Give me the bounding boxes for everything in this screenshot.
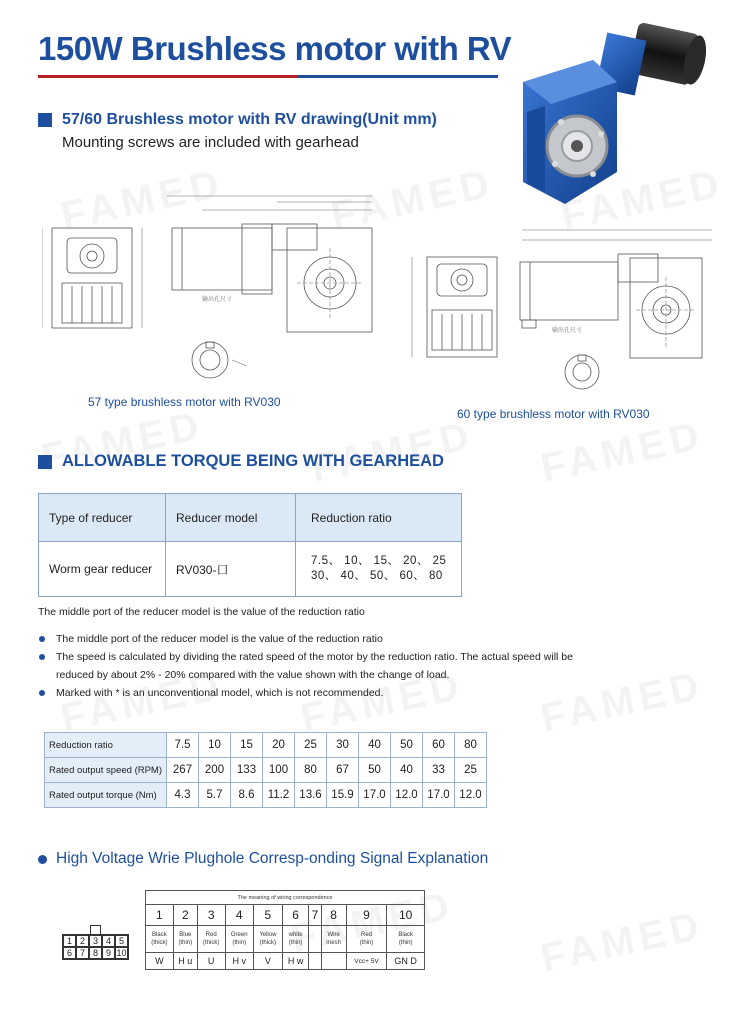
pin-number-cell: 2 (173, 905, 197, 926)
pin-number-cell: 1 (146, 905, 174, 926)
signal-cell (309, 953, 321, 970)
section-heading-drawing: 57/60 Brushless motor with RV drawing(Unit mm) (38, 111, 437, 129)
wire-color-cell: Red (thin) (346, 926, 387, 953)
list-item: The middle port of the reducer model is the value of the reduction ratio (38, 630, 598, 648)
table-cell: 10 (199, 733, 231, 758)
table-cell: 20 (263, 733, 295, 758)
performance-table (44, 732, 487, 808)
table-cell: 5.7 (199, 783, 231, 808)
table-cell: 33 (423, 758, 455, 783)
table-cell: 12.0 (391, 783, 423, 808)
row-label: Rated output torque (Nm) (45, 783, 167, 808)
wire-color-cell (309, 926, 321, 953)
col-header-type: Type of reducer (39, 494, 166, 542)
plug-pin-label: 6 (63, 947, 76, 959)
pin-number-cell: 4 (225, 905, 253, 926)
section-square-icon (38, 455, 52, 469)
reducer-model-cell: RV030-口 (166, 542, 296, 597)
plug-pin-label: 1 (63, 935, 76, 947)
wire-color-cell: Wire mesh (321, 926, 346, 953)
drawing-57-type (42, 188, 402, 388)
plug-pin-label: 5 (115, 935, 128, 947)
table-header-row (39, 494, 462, 542)
table-cell: 50 (391, 733, 423, 758)
table-row (146, 905, 425, 926)
reducer-type-cell: Worm gear reducer (39, 542, 166, 597)
table-cell: 4.3 (167, 783, 199, 808)
caption-60-type: 60 type brushless motor with RV030 (457, 407, 650, 421)
section-heading-torque: ALLOWABLE TORQUE BEING WITH GEARHEAD (38, 452, 444, 471)
page-title: 150W Brushless motor with RV (38, 30, 512, 67)
signal-cell (321, 953, 346, 970)
plug-latch-icon (90, 925, 101, 934)
plug-pin-grid (62, 934, 129, 960)
wire-color-cell: Red (thick) (197, 926, 225, 953)
table-cell: 60 (423, 733, 455, 758)
section-square-icon (38, 113, 52, 127)
wiring-table (145, 890, 425, 970)
table-cell: 12.0 (455, 783, 487, 808)
plug-pin-label: 8 (89, 947, 102, 959)
wire-color-cell: Yellow (thick) (253, 926, 282, 953)
col-header-model: Reducer model (166, 494, 296, 542)
pin-number-cell: 10 (387, 905, 425, 926)
row-label: Reduction ratio (45, 733, 167, 758)
signal-cell: H w (282, 953, 308, 970)
watermark (537, 903, 708, 981)
table-row (45, 733, 487, 758)
table-cell: 40 (391, 758, 423, 783)
signal-cell: U (197, 953, 225, 970)
table-row (45, 758, 487, 783)
table-cell: 25 (295, 733, 327, 758)
signal-cell: H u (173, 953, 197, 970)
wiring-caption-row (146, 891, 425, 905)
table-cell: 267 (167, 758, 199, 783)
plug-pin-label: 3 (89, 935, 102, 947)
pin-number-cell: 9 (346, 905, 387, 926)
plug-pin-label: 7 (76, 947, 89, 959)
table-cell: 17.0 (423, 783, 455, 808)
table-cell: 200 (199, 758, 231, 783)
reduction-ratio-cell (296, 542, 462, 597)
section-heading-wiring: High Voltage Wrie Plughole Corresp-onding Signal Explanation (38, 850, 488, 868)
list-item: The speed is calculated by dividing the rated speed of the motor by the reduction ratio. The actual speed will be reduced by about 2% - 20% compared with the value shown with the change of load. (38, 648, 598, 684)
table-cell: 8.6 (231, 783, 263, 808)
table-cell: 15 (231, 733, 263, 758)
pin-number-cell: 3 (197, 905, 225, 926)
table-cell: 11.2 (263, 783, 295, 808)
ratios-line: 30、 40、 50、 60、 80 (311, 570, 443, 582)
table-cell: 80 (295, 758, 327, 783)
table-cell: 17.0 (359, 783, 391, 808)
bullet-dot-icon (38, 855, 47, 864)
signal-cell: W (146, 953, 174, 970)
table-cell: 7.5 (167, 733, 199, 758)
row-label: Rated output speed (RPM) (45, 758, 167, 783)
col-header-ratio: Reduction ratio (296, 494, 462, 542)
pin-number-cell: 8 (321, 905, 346, 926)
wiring-table-caption: The meaning of wiring correspondence (146, 891, 425, 905)
signal-cell: Vcc+ 5V (346, 953, 387, 970)
table-cell: 40 (359, 733, 391, 758)
plug-pin-label: 10 (116, 948, 127, 958)
table-cell: 80 (455, 733, 487, 758)
svg-text:输出孔尺寸: 输出孔尺寸 (552, 328, 583, 334)
product-photo (505, 22, 715, 227)
pin-number-cell: 7 (309, 905, 321, 926)
table-row (39, 542, 462, 597)
connector-plug-diagram (62, 934, 129, 960)
section-subtitle: Mounting screws are included with gearhead (62, 134, 359, 151)
ratios-line: 7.5、 10、 15、 20、 25 (311, 555, 447, 567)
reducer-table (38, 493, 462, 597)
table-cell: 133 (231, 758, 263, 783)
plug-pin-label: 4 (102, 935, 115, 947)
table-cell: 13.6 (295, 783, 327, 808)
wire-color-cell: Black (thin) (387, 926, 425, 953)
pin-number-cell: 5 (253, 905, 282, 926)
table-row (146, 953, 425, 970)
plug-pin-label: 2 (76, 935, 89, 947)
table-cell: 25 (455, 758, 487, 783)
wire-color-cell: Black (thick) (146, 926, 174, 953)
signal-cell: V (253, 953, 282, 970)
reducer-note: The middle port of the reducer model is the value of the reduction ratio (38, 606, 365, 618)
table-cell: 50 (359, 758, 391, 783)
table-cell: 15.9 (327, 783, 359, 808)
wire-color-cell: white (thin) (282, 926, 308, 953)
pin-number-cell: 6 (282, 905, 308, 926)
table-row (45, 783, 487, 808)
plug-pin-label: 9 (102, 947, 115, 959)
notes-list (38, 630, 598, 702)
caption-57-type: 57 type brushless motor with RV030 (88, 395, 281, 409)
svg-text:输出孔尺寸: 输出孔尺寸 (202, 297, 233, 303)
table-cell: 67 (327, 758, 359, 783)
title-underline (38, 75, 498, 78)
table-cell: 30 (327, 733, 359, 758)
list-item: Marked with * is an unconventional model, which is not recommended. (38, 684, 598, 702)
table-row (146, 926, 425, 953)
signal-cell: H v (225, 953, 253, 970)
table-cell: 100 (263, 758, 295, 783)
drawing-60-type (392, 222, 732, 402)
watermark (537, 413, 708, 491)
signal-cell: GN D (387, 953, 425, 970)
wire-color-cell: Blue (thin) (173, 926, 197, 953)
wire-color-cell: Green (thin) (225, 926, 253, 953)
